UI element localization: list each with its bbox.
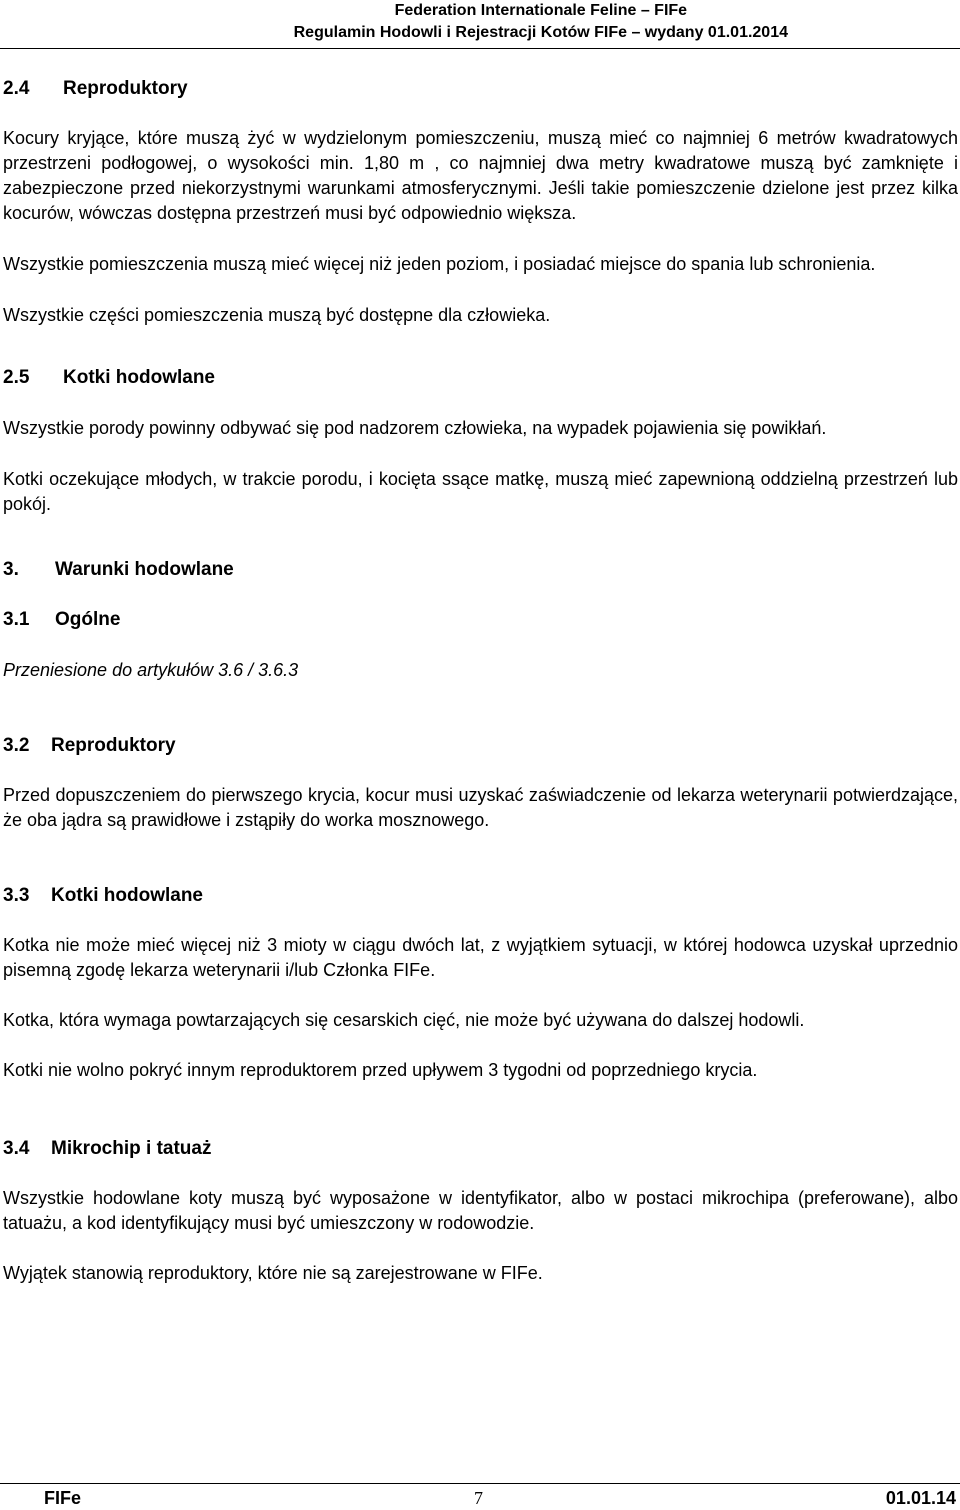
section-title: Kotki hodowlane — [51, 885, 203, 906]
heading-2-4 — [3, 76, 958, 102]
paragraph: Kotki oczekujące młodych, w trakcie porodu, i kocięta ssące matkę, muszą mieć zapewnioną oddzielną przestrzeń lub pokój. — [3, 469, 958, 514]
paragraph: Kocury kryjące, które muszą żyć w wydzielonym pomieszczeniu, muszą mieć co najmniej 6 metrów kwadratowych przestrzeni podłogowej, o wysokości min. 1,80 m , co najmniej dwa metry kwadratowe muszą być zamknięte i zabezpieczone przed niekorzystnymi warunkami atmosferycznymi. Jeśli takie pomieszczenie dzielone jest przez kilka kocurów, wówczas dostępna przestrzeń musi być odpowiednio większa. — [3, 128, 958, 223]
heading-3-1 — [3, 607, 958, 633]
section-number: 3.2 — [3, 735, 30, 756]
section-title: Reproduktory — [51, 735, 176, 756]
paragraph: Wyjątek stanowią reproduktory, które nie są zarejestrowane w FIFe. — [3, 1263, 543, 1283]
paragraph: Wszystkie hodowlane koty muszą być wyposażone w identyfikator, albo w postaci mikrochipa (preferowane), albo tatuażu, a kod identyfikujący musi być umieszczony w rodowodzie. — [3, 1188, 958, 1233]
section-title: Warunki hodowlane — [55, 559, 234, 580]
section-number: 2.5 — [3, 367, 30, 388]
section-number: 3.3 — [3, 885, 30, 906]
footer-date: 01.01.14 — [885, 1488, 956, 1508]
section-number: 3.4 — [3, 1138, 30, 1159]
section-number: 3. — [3, 559, 19, 580]
paragraph: Kotka nie może mieć więcej niż 3 mioty w ciągu dwóch lat, z wyjątkiem sytuacji, w której hodowca uzyskał uprzednio pisemną zgodę lekarza weterynarii i/lub Członka FIFe. — [3, 935, 958, 980]
paragraph: Kotka, która wymaga powtarzających się cesarskich cięć, nie może być używana do dalszej hodowli. — [3, 1010, 805, 1030]
section-title: Ogólne — [55, 609, 121, 630]
paragraph: Wszystkie części pomieszczenia muszą być dostępne dla człowieka. — [3, 305, 551, 325]
section-title: Mikrochip i tatuaż — [51, 1138, 212, 1159]
header-line-2: Regulamin Hodowli i Rejestracji Kotów FIFe – wydany 01.01.2014 — [293, 24, 788, 41]
header-divider — [0, 48, 960, 49]
paragraph: Wszystkie pomieszczenia muszą mieć więcej niż jeden poziom, i posiadać miejsce do spania lub schronienia. — [3, 254, 876, 274]
page-number: 7 — [474, 1488, 483, 1508]
heading-3 — [3, 557, 958, 583]
paragraph: Przed dopuszczeniem do pierwszego krycia, kocur musi uzyskać zaświadczenie od lekarza weterynarii potwierdzające, że oba jądra są prawidłowe i zstąpiły do worka mosznowego. — [3, 785, 958, 830]
section-title: Reproduktory — [63, 78, 188, 99]
section-number: 2.4 — [3, 78, 30, 99]
footer-org: FIFe — [44, 1488, 82, 1508]
page-footer — [0, 1488, 960, 1510]
document-body — [3, 74, 958, 1286]
footer-divider — [0, 1483, 960, 1484]
paragraph: Kotki nie wolno pokryć innym reproduktorem przed upływem 3 tygodni od poprzedniego krycia. — [3, 1060, 758, 1080]
paragraph: Wszystkie porody powinny odbywać się pod nadzorem człowieka, na wypadek pojawienia się powikłań. — [3, 418, 827, 438]
section-title: Kotki hodowlane — [63, 367, 215, 388]
heading-3-4 — [3, 1136, 958, 1162]
heading-3-3 — [3, 883, 958, 909]
heading-3-2 — [3, 733, 958, 759]
section-number: 3.1 — [3, 609, 30, 630]
page-header — [294, 0, 788, 44]
italic-note: Przeniesione do artykułów 3.6 / 3.6.3 — [3, 660, 299, 680]
header-line-1: Federation Internationale Feline – FIFe — [394, 2, 688, 19]
heading-2-5 — [3, 365, 958, 391]
